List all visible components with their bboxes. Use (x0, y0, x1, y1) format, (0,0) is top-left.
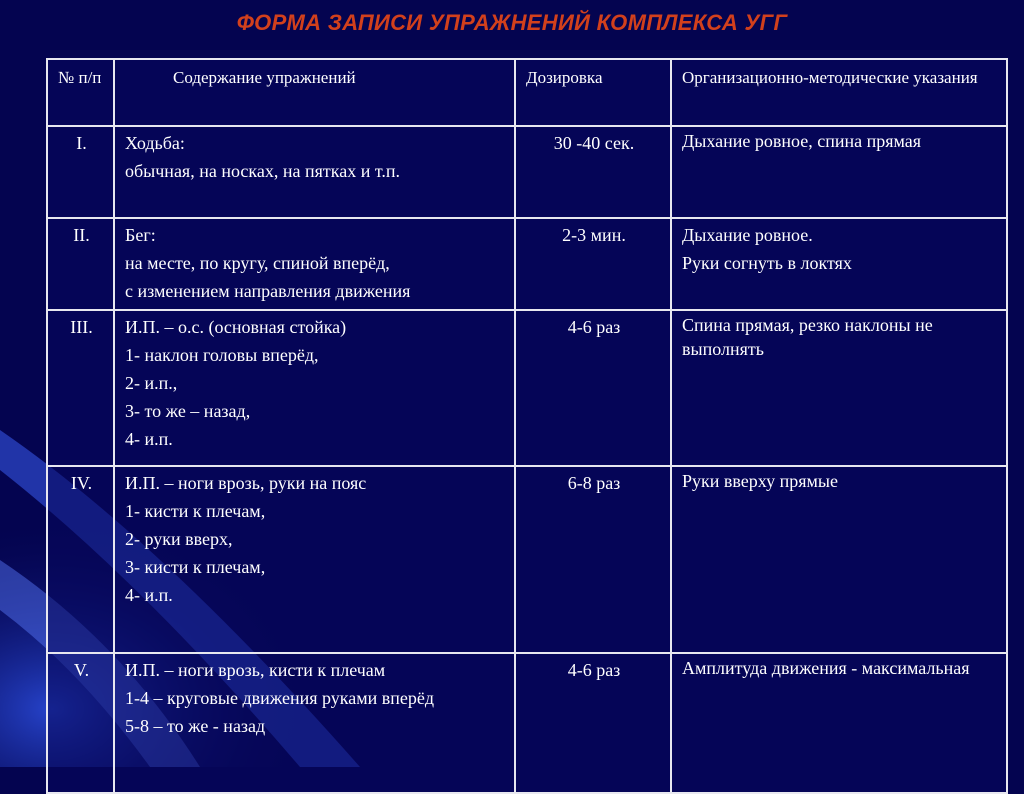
row-notes (671, 653, 1007, 793)
content-line: 1- наклон головы вперёд, (125, 345, 319, 365)
row-notes (671, 126, 1007, 218)
table-row (47, 466, 1007, 653)
note-line: Руки согнуть в локтях (682, 253, 852, 273)
content-line: 3- то же – назад, (125, 401, 251, 421)
content-line: с изменением направления движения (125, 281, 411, 301)
content-line: обычная, на носках, на пятках и т.п. (125, 161, 401, 181)
row-dosage: 6-8 раз (515, 466, 671, 653)
content-line: на месте, по кругу, спиной вперёд, (125, 253, 390, 273)
exercise-table (46, 58, 1008, 794)
row-dosage: 2-3 мин. (515, 218, 671, 310)
row-dosage: 4-6 раз (515, 310, 671, 466)
content-line: 1-4 – круговые движения руками вперёд (125, 688, 435, 708)
table-row (47, 310, 1007, 466)
content-line: 2- руки вверх, (125, 529, 233, 549)
row-content (114, 466, 515, 653)
row-dosage: 30 -40 сек. (515, 126, 671, 218)
content-line: И.П. – о.с. (основная стойка) (125, 317, 347, 337)
content-line: Бег: (125, 225, 156, 245)
header-number: № п/п (47, 59, 114, 126)
content-line: 3- кисти к плечам, (125, 557, 266, 577)
row-content (114, 310, 515, 466)
content-line: И.П. – ноги врозь, руки на пояс (125, 473, 367, 493)
table-row (47, 653, 1007, 793)
row-number: I. (47, 126, 114, 218)
content-line: И.П. – ноги врозь, кисти к плечам (125, 660, 386, 680)
row-notes (671, 218, 1007, 310)
content-line: 5-8 – то же - назад (125, 716, 266, 736)
row-notes (671, 310, 1007, 466)
content-line: 2- и.п., (125, 373, 178, 393)
content-line: 1- кисти к плечам, (125, 501, 266, 521)
header-content: Содержание упражнений (114, 59, 515, 126)
note-line: Дыхание ровное. (682, 225, 813, 245)
table-row (47, 218, 1007, 310)
slide-title: ФОРМА ЗАПИСИ УПРАЖНЕНИЙ КОМПЛЕКСА УГГ (236, 10, 788, 35)
note-line: Амплитуда движения - максимальная (682, 658, 970, 678)
row-number: IV. (47, 466, 114, 653)
content-line: 4- и.п. (125, 585, 173, 605)
row-content (114, 653, 515, 793)
row-dosage: 4-6 раз (515, 653, 671, 793)
row-content (114, 126, 515, 218)
row-content (114, 218, 515, 310)
note-line: Дыхание ровное, спина прямая (682, 131, 922, 151)
table-row (47, 126, 1007, 218)
row-notes (671, 466, 1007, 653)
note-line: Руки вверху прямые (682, 471, 838, 491)
row-number: V. (47, 653, 114, 793)
note-line: Спина прямая, резко наклоны не выполнять (682, 315, 933, 359)
header-notes: Организационно-методические указания (671, 59, 1007, 126)
header-dosage: Дозировка (515, 59, 671, 126)
content-line: 4- и.п. (125, 429, 173, 449)
table-header-row (47, 59, 1007, 126)
row-number: II. (47, 218, 114, 310)
row-number: III. (47, 310, 114, 466)
content-line: Ходьба: (125, 133, 185, 153)
